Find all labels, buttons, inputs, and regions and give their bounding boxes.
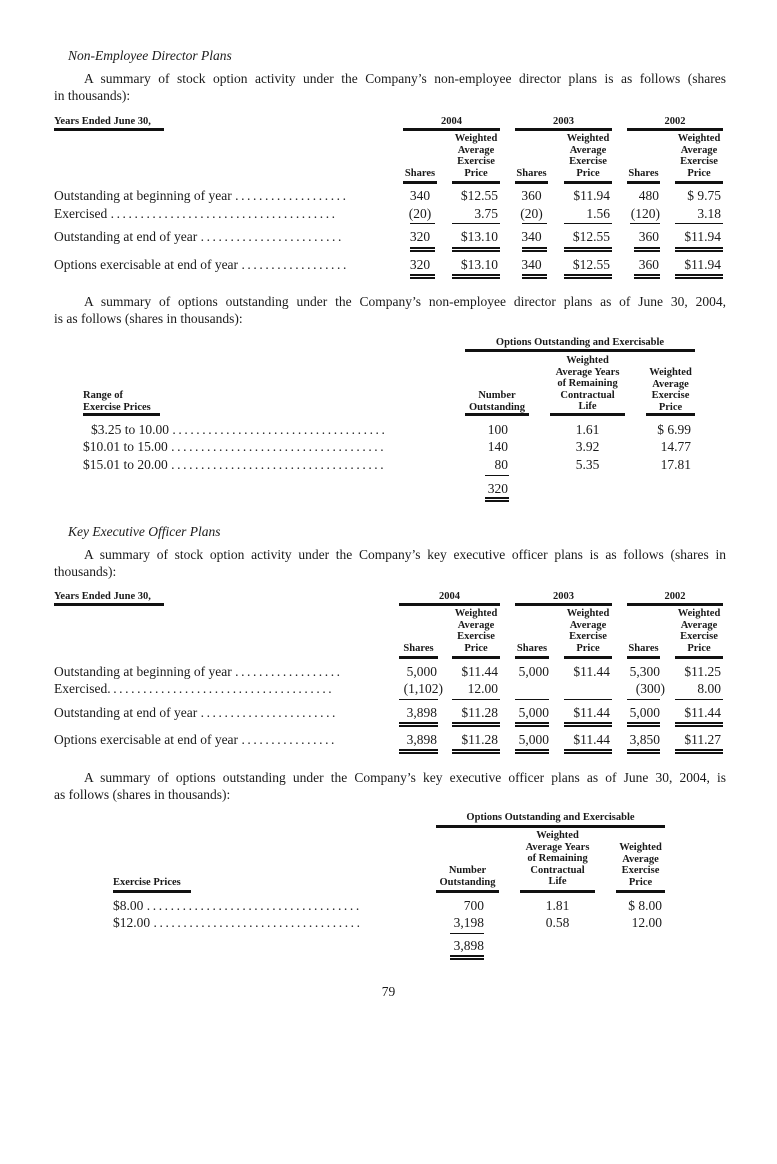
table3-cell: 5,000 <box>518 732 549 747</box>
total-double-rule <box>515 749 549 754</box>
table4-cell-years: 0.58 <box>545 915 570 930</box>
table1-cell: $ 9.75 <box>687 188 721 203</box>
col-price-line: Weighted <box>677 133 721 144</box>
label-header-line: Exercise Prices <box>83 401 151 413</box>
table3-cell: $11.44 <box>461 664 498 679</box>
table3-year-rule <box>515 603 612 606</box>
total-double-rule <box>399 749 438 754</box>
table2-cell-number: 80 <box>494 457 508 472</box>
table3-cell: 5,000 <box>406 664 437 679</box>
col-line: Exercise <box>621 865 660 876</box>
col-rule <box>399 656 438 659</box>
table3-cell: $11.44 <box>573 705 610 720</box>
col-line: Average Years <box>525 841 590 853</box>
subtotal-rule <box>452 699 500 700</box>
table1-cell: 3.18 <box>697 206 721 221</box>
col-rule <box>515 656 549 659</box>
section2-intro <box>54 546 726 580</box>
col-price-line: Weighted <box>566 133 610 144</box>
table1-cell: 1.56 <box>586 206 610 221</box>
col-rule <box>403 181 437 184</box>
total-double-rule <box>452 749 500 754</box>
col-rule <box>520 890 595 893</box>
table1-cell: 320 <box>409 229 431 244</box>
col-rule <box>550 413 625 416</box>
table3-col-shares: Shares <box>628 643 659 654</box>
table3-cell: $11.27 <box>684 732 721 747</box>
table1-cell: 360 <box>521 188 542 203</box>
subtotal-rule <box>515 699 549 700</box>
table1-cell: 340 <box>521 229 542 244</box>
total-double-rule <box>522 274 547 279</box>
table1-cell: $13.10 <box>460 257 498 272</box>
col-line: Number <box>448 865 487 876</box>
total-double-rule <box>675 247 723 252</box>
col-price-line: Exercise <box>457 156 495 167</box>
table2-cell-years: 1.61 <box>575 422 600 437</box>
table4-cell-price: 12.00 <box>631 915 662 930</box>
table3-cell: $11.44 <box>684 705 721 720</box>
col-line: Contractual <box>560 389 615 401</box>
table1-year-2004: 2004 <box>441 116 462 127</box>
table1-col-shares: Shares <box>516 168 547 179</box>
table4-col-years <box>516 830 599 888</box>
table3-row-label: Outstanding at beginning of year .................. <box>54 664 343 679</box>
section1-intro2-line2: is as follows (shares in thousands): <box>54 311 243 326</box>
col-price-line: Average <box>457 144 495 156</box>
table1-cell: (20) <box>408 206 432 221</box>
section-heading-key-executive-officer-plans: Key Executive Officer Plans <box>68 524 221 539</box>
table2-group-rule <box>465 349 695 352</box>
table3-label-header: Years Ended June 30, <box>54 591 151 602</box>
col-rule <box>436 890 499 893</box>
subtotal-rule <box>564 223 612 224</box>
col-line: Contractual <box>530 864 585 876</box>
col-price-line: Exercise <box>457 631 495 642</box>
section2-intro2-line2: as follows (shares in thousands): <box>54 787 231 802</box>
col-line: Average <box>622 853 659 865</box>
table1-col-price <box>675 133 723 179</box>
table4-col-price <box>616 842 665 888</box>
col-price-line: Price <box>687 642 711 654</box>
table1-row-label: Options exercisable at end of year .................. <box>54 257 349 272</box>
table3-cell: (300) <box>635 681 665 696</box>
section2-intro-line2: thousands): <box>54 564 117 579</box>
total-double-rule <box>634 247 660 252</box>
table3-year-rule <box>399 603 500 606</box>
col-price-line: Exercise <box>680 156 718 167</box>
col-rule <box>564 656 612 659</box>
col-price-line: Average <box>680 144 718 156</box>
table3-cell: 3,898 <box>406 705 437 720</box>
col-rule <box>515 181 548 184</box>
table4-row-label: $12.00 ................................... <box>113 915 363 930</box>
section1-intro2 <box>54 293 726 327</box>
table1-cell: $11.94 <box>573 188 610 203</box>
col-rule <box>675 656 723 659</box>
total-double-rule <box>452 247 500 252</box>
total-double-rule <box>452 274 500 279</box>
table1-cell: $11.94 <box>684 229 721 244</box>
total-double-rule <box>675 722 723 727</box>
subtotal-rule <box>675 699 723 700</box>
col-line: Life <box>578 401 597 412</box>
table4-group-header: Options Outstanding and Exercisable <box>466 812 635 823</box>
table1-cell: 360 <box>638 229 659 244</box>
table1-cell: (20) <box>520 206 543 221</box>
section1-intro2-line1: A summary of options outstanding under the Company’s non-employee director plans as of June 30, 2004, <box>84 294 726 309</box>
col-price-line: Price <box>687 167 711 179</box>
table3-cell: 5,000 <box>518 705 549 720</box>
table1-col-price <box>452 133 500 179</box>
total-double-rule <box>564 274 612 279</box>
table2-row-label: $3.25 to 10.00 .................................... <box>91 422 388 437</box>
table2-cell-years: 5.35 <box>575 457 600 472</box>
table1-cell: 320 <box>409 257 431 272</box>
col-price-line: Price <box>464 642 488 654</box>
table2-cell-price: $ 6.99 <box>657 422 691 437</box>
subtotal-rule <box>630 223 660 224</box>
total-double-rule <box>515 722 549 727</box>
section2-intro-line1: A summary of stock option activity under the Company’s key executive officer plans is as follows (shares in <box>84 547 726 562</box>
table2-row-label: $15.01 to 20.00 .................................... <box>83 457 387 472</box>
col-price-line: Price <box>576 642 600 654</box>
table3-year-2002: 2002 <box>664 591 686 602</box>
table3-col-shares: Shares <box>403 643 434 654</box>
total-double-rule <box>410 274 435 279</box>
table3-cell: $11.28 <box>461 732 498 747</box>
table3-row-label: Options exercisable at end of year ................ <box>54 732 338 747</box>
total-double-rule <box>675 749 723 754</box>
table3-label-rule <box>54 603 164 606</box>
table3-cell: $11.44 <box>573 732 610 747</box>
table2-total: 320 <box>487 481 508 496</box>
table2-cell-number: 140 <box>487 439 508 454</box>
subtotal-rule <box>627 699 660 700</box>
table1-year-2003: 2003 <box>553 116 574 127</box>
col-price-line: Weighted <box>454 133 498 144</box>
table1-cell: $12.55 <box>460 188 498 203</box>
page-number: 79 <box>381 984 396 999</box>
table4-total: 3,898 <box>453 938 484 953</box>
table1-col-shares: Shares <box>628 168 659 179</box>
table1-year-2002: 2002 <box>664 116 686 127</box>
col-rule <box>564 181 612 184</box>
table1-year-rule <box>515 128 612 131</box>
table2-cell-years: 3.92 <box>575 439 600 454</box>
table2-cell-price: 14.77 <box>660 439 691 454</box>
section2-intro2 <box>54 769 726 803</box>
col-price-line: Average <box>457 619 495 631</box>
col-rule <box>452 656 500 659</box>
col-price-line: Exercise <box>569 156 607 167</box>
total-double-rule <box>634 274 660 279</box>
table3-cell: 5,000 <box>518 664 549 679</box>
col-price-line: Exercise <box>680 631 718 642</box>
table3-cell: (1,102) <box>403 681 443 696</box>
table3-year-2003: 2003 <box>553 591 574 602</box>
total-double-rule <box>564 722 612 727</box>
subtotal-rule <box>399 699 438 700</box>
table1-cell: $11.94 <box>684 257 721 272</box>
subtotal-rule <box>675 223 723 224</box>
table3-cell: 8.00 <box>697 681 721 696</box>
table1-year-rule <box>403 128 500 131</box>
col-price-line: Price <box>464 167 488 179</box>
subtotal-rule <box>564 699 612 700</box>
subtotal-rule <box>522 223 547 224</box>
col-line: Weighted <box>619 842 662 853</box>
col-line: Price <box>658 401 683 413</box>
table4-row-label: $8.00 .................................... <box>113 898 362 913</box>
col-rule <box>675 181 723 184</box>
table1-cell: $12.55 <box>572 229 610 244</box>
table3-cell: $11.28 <box>461 705 498 720</box>
total-double-rule <box>410 247 435 252</box>
table1-cell: 480 <box>638 188 659 203</box>
table1-cell: 3.75 <box>474 206 498 221</box>
total-double-rule <box>522 247 547 252</box>
table3-cell: 5,000 <box>629 705 660 720</box>
table3-row-label: Outstanding at end of year ....................... <box>54 705 339 720</box>
table3-row-label: Exercised...................................... <box>54 681 335 696</box>
table1-cell: (120) <box>630 206 660 221</box>
table1-row-label: Outstanding at beginning of year ................... <box>54 188 349 203</box>
col-price-line: Average <box>680 619 718 631</box>
total-double-rule <box>399 722 438 727</box>
col-line: Weighted <box>649 367 692 378</box>
col-line: of Remaining <box>527 853 588 864</box>
col-price-line: Weighted <box>566 608 610 619</box>
col-price-line: Weighted <box>454 608 498 619</box>
section1-intro <box>54 70 726 104</box>
subtotal-rule <box>410 223 435 224</box>
table4-group-rule <box>436 825 665 828</box>
table3-col-price <box>564 608 612 654</box>
col-rule <box>627 181 660 184</box>
col-line: Number <box>478 390 516 401</box>
table2-group-header: Options Outstanding and Exercisable <box>495 337 665 348</box>
table4-cell-price: $ 8.00 <box>628 898 662 913</box>
table2-cell-number: 100 <box>487 422 508 437</box>
total-double-rule <box>627 722 660 727</box>
section1-intro-line1: A summary of stock option activity under the Company’s non-employee director plans is as follows (shares <box>84 71 726 86</box>
col-line: Outstanding <box>439 876 496 888</box>
col-line: Price <box>628 876 653 888</box>
section2-intro2-line1: A summary of options outstanding under the Company’s key executive officer plans as of June 30, 2004, is <box>84 770 726 785</box>
table2-col-years <box>546 355 629 413</box>
table3-cell: 5,300 <box>629 664 660 679</box>
col-price-line: Average <box>569 619 607 631</box>
col-rule <box>616 890 665 893</box>
col-price-line: Weighted <box>677 608 721 619</box>
col-price-line: Price <box>576 167 600 179</box>
table1-cell: 360 <box>638 257 659 272</box>
total-double-rule <box>564 247 612 252</box>
table2-label-rule <box>83 413 160 416</box>
table2-label-header <box>83 390 151 413</box>
table2-row-label: $10.01 to 15.00 .................................... <box>83 439 387 454</box>
section1-intro-line2: in thousands): <box>54 88 131 103</box>
table3-cell: 12.00 <box>467 681 498 696</box>
table3-year-2004: 2004 <box>439 591 460 602</box>
total-double-rule <box>564 749 612 754</box>
table1-cell: $13.10 <box>460 229 498 244</box>
subtotal-rule <box>452 223 500 224</box>
col-line: Exercise <box>651 390 690 401</box>
table2-col-number <box>465 390 529 413</box>
label-header-line: Range of <box>83 390 123 401</box>
col-line: Outstanding <box>468 401 526 413</box>
table3-col-price <box>452 608 500 654</box>
total-double-rule <box>485 497 509 502</box>
table4-label-rule <box>113 890 191 893</box>
table2-col-price <box>646 367 695 413</box>
table3-col-price <box>675 608 723 654</box>
total-double-rule <box>675 274 723 279</box>
col-line: Average <box>652 378 689 390</box>
table4-cell-number: 3,198 <box>453 915 484 930</box>
table1-label-header: Years Ended June 30, <box>54 116 151 127</box>
col-line: Weighted <box>536 830 579 841</box>
table4-label-header: Exercise Prices <box>113 877 181 888</box>
table1-label-rule <box>54 128 164 131</box>
table1-year-rule <box>627 128 723 131</box>
total-double-rule <box>627 749 660 754</box>
table1-cell: 340 <box>521 257 542 272</box>
table3-cell: 3,898 <box>406 732 437 747</box>
col-rule <box>646 413 695 416</box>
table1-cell: $12.55 <box>572 257 610 272</box>
table1-row-label: Exercised ...................................... <box>54 206 338 221</box>
section-heading-non-employee-director-plans: Non-Employee Director Plans <box>68 48 232 63</box>
table3-year-rule <box>627 603 723 606</box>
table1-cell: 340 <box>409 188 431 203</box>
col-rule <box>465 413 529 416</box>
subtotal-rule <box>450 933 484 934</box>
table3-cell: $11.25 <box>684 664 721 679</box>
col-line: Average Years <box>555 366 620 378</box>
col-line: Life <box>548 876 567 887</box>
table3-cell: 3,850 <box>629 732 660 747</box>
table1-row-label: Outstanding at end of year ........................ <box>54 229 344 244</box>
total-double-rule <box>450 955 484 960</box>
col-line: Weighted <box>566 355 609 366</box>
table1-col-price <box>564 133 612 179</box>
table4-col-number <box>434 865 501 888</box>
table4-cell-number: 700 <box>463 898 484 913</box>
table4-cell-years: 1.81 <box>545 898 570 913</box>
table1-col-shares: Shares <box>404 168 436 179</box>
table3-cell: $11.44 <box>573 664 610 679</box>
col-rule <box>452 181 500 184</box>
col-price-line: Average <box>569 144 607 156</box>
col-rule <box>627 656 660 659</box>
col-line: of Remaining <box>557 378 618 389</box>
table3-col-shares: Shares <box>516 643 548 654</box>
col-price-line: Exercise <box>569 631 607 642</box>
total-double-rule <box>452 722 500 727</box>
table2-cell-price: 17.81 <box>660 457 691 472</box>
subtotal-rule <box>485 475 509 476</box>
